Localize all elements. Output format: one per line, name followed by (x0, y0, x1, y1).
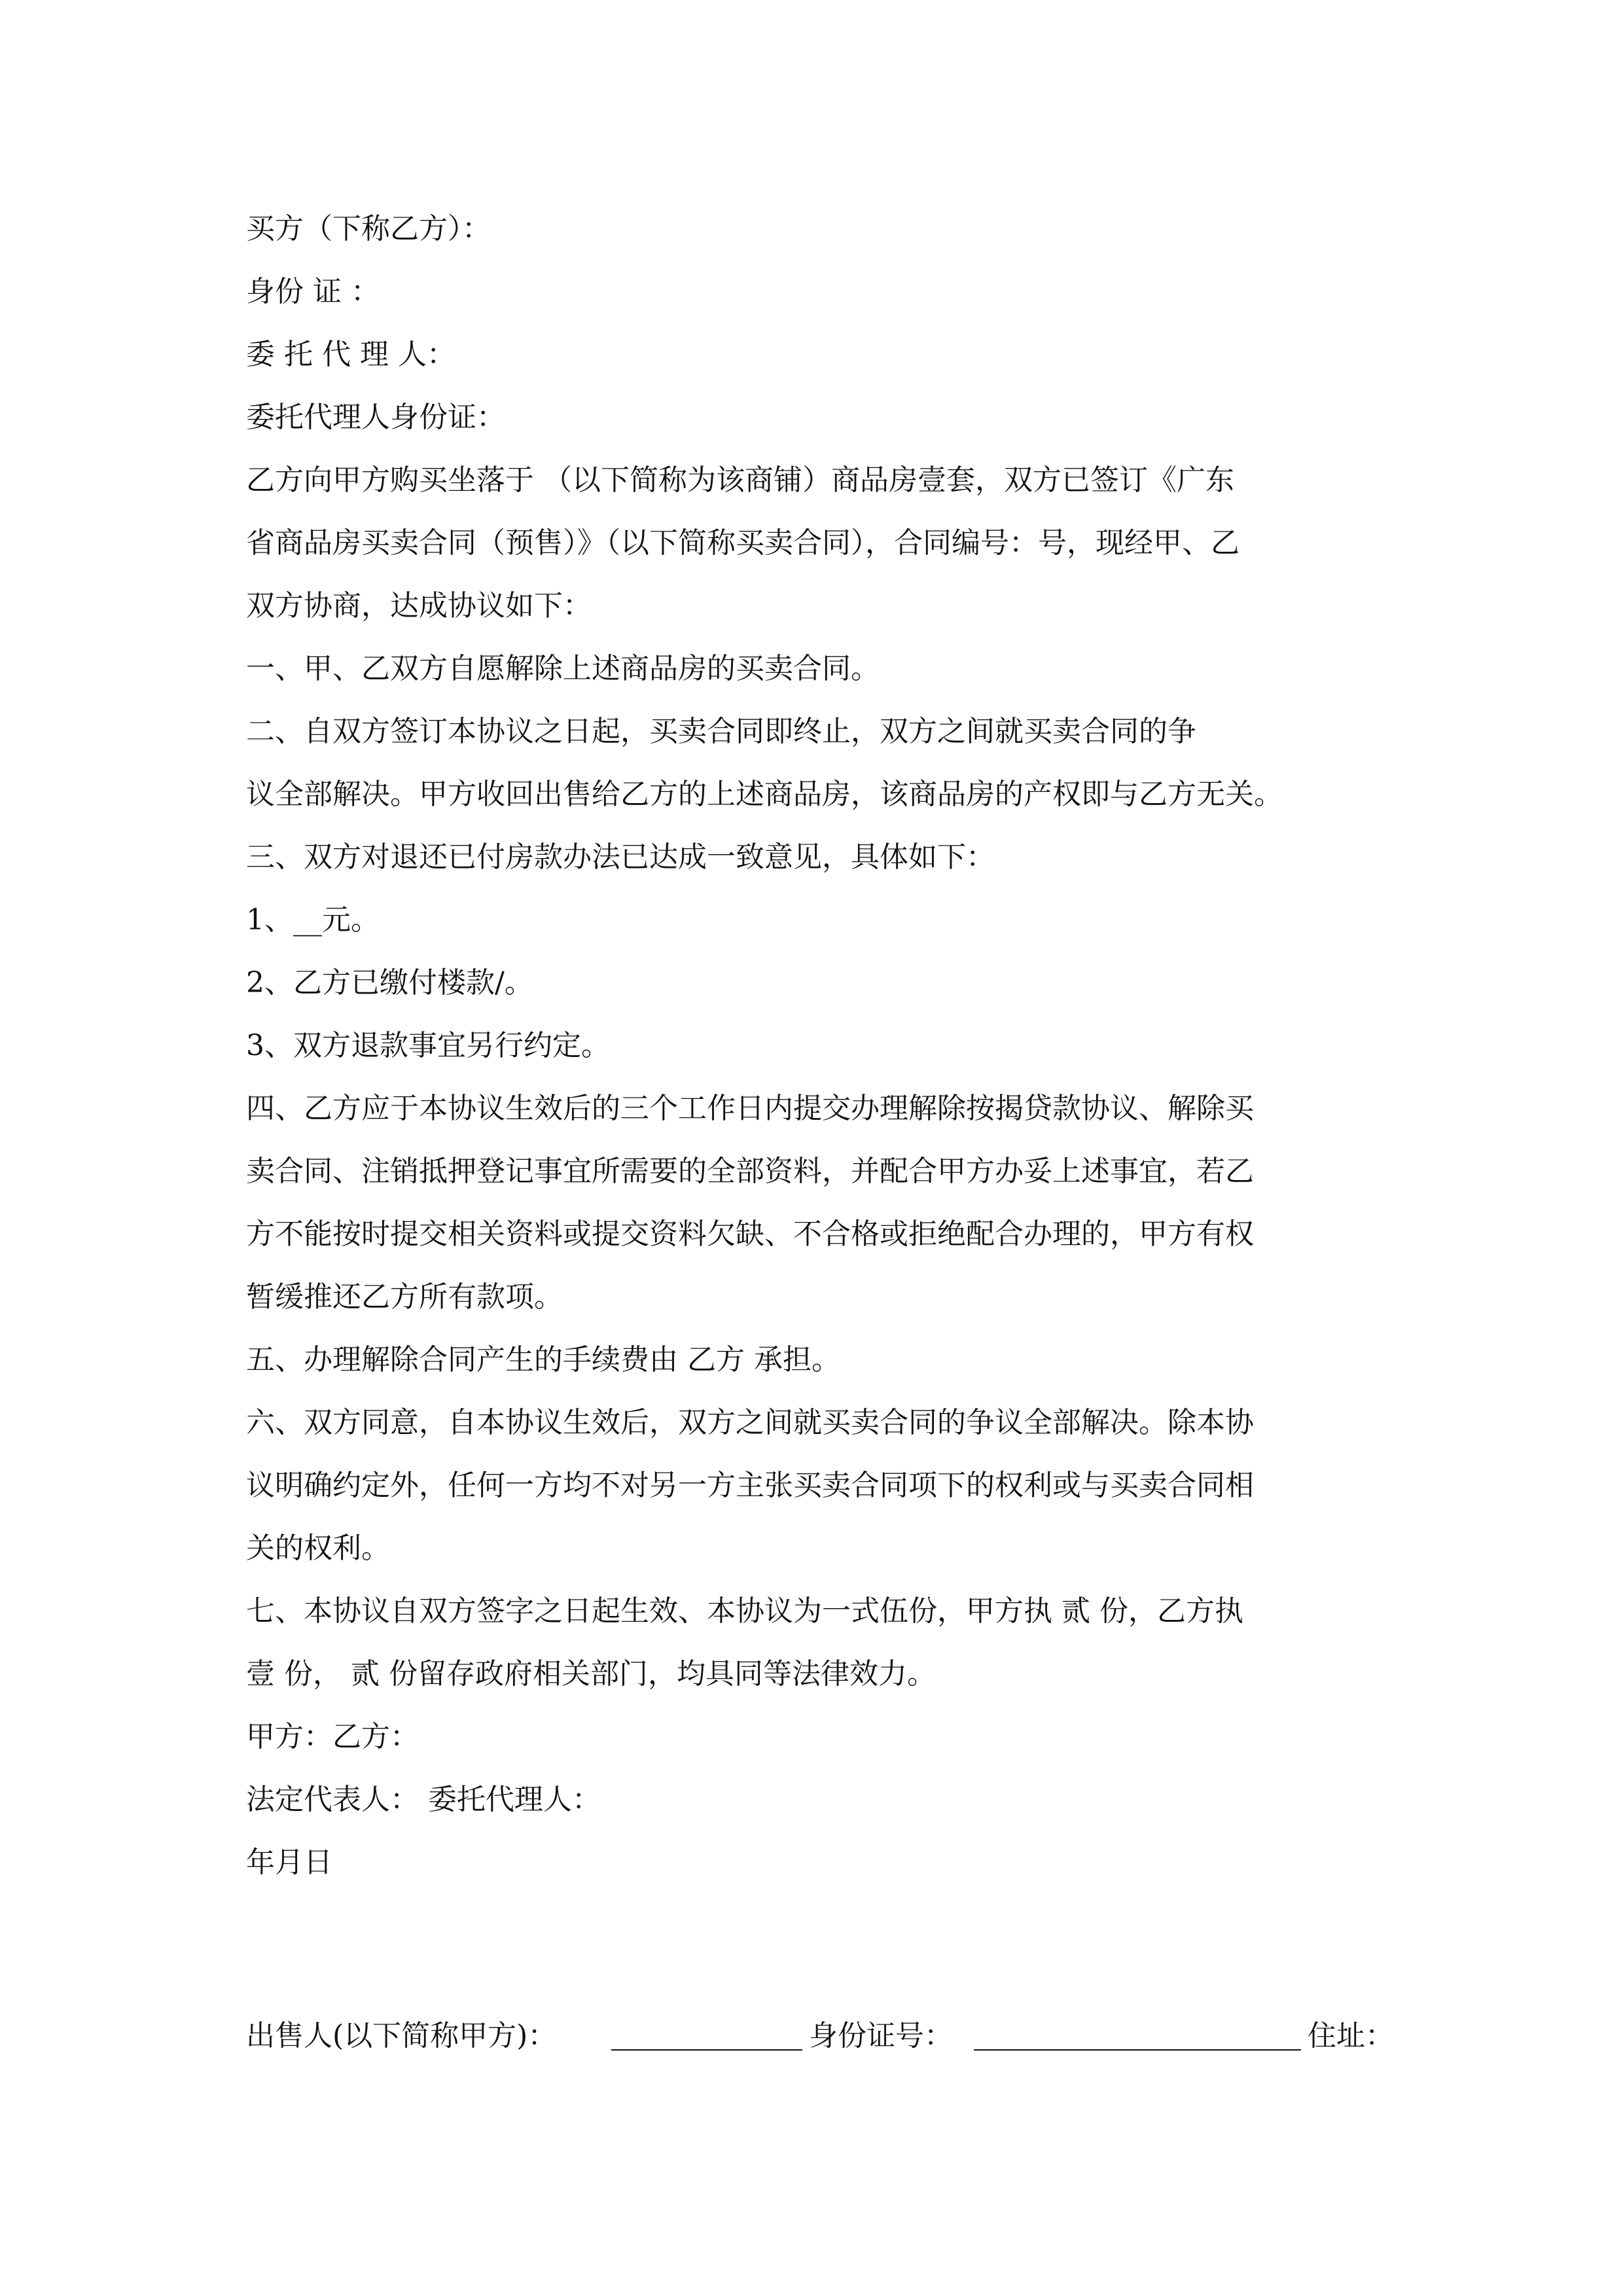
clause-4-line-4: 暂缓推还乙方所有款项。 (246, 1280, 563, 1314)
buyer-label: 买方（下称乙方）： (246, 212, 491, 245)
agent-label: 委 托 代 理 人： (246, 338, 455, 371)
clause-6-line-1: 六、双方同意，自本协议生效后，双方之间就买卖合同的争议全部解决。除本协 (246, 1406, 1254, 1439)
seller-label: 出售人(以下简称甲方)： (246, 2019, 557, 2053)
intro-line-3: 双方协商，达成协议如下： (246, 589, 592, 622)
clause-3-item-2: 2、乙方已缴付楼款/。 (246, 966, 533, 999)
clause-6-line-2: 议明确约定外，任何一方均不对另一方主张买卖合同项下的权利或与买卖合同相 (246, 1469, 1254, 1502)
clause-7-line-1: 七、本协议自双方签字之日起生效、本协议为一式伍份，甲方执 贰 份，乙方执 (246, 1594, 1243, 1628)
clause-3-item-1: 1、__元。 (246, 903, 380, 937)
buyer-id-label: 身份 证 ： (246, 275, 380, 308)
clause-1: 一、甲、乙双方自愿解除上述商品房的买卖合同。 (246, 652, 880, 685)
clause-4-line-3: 方不能按时提交相关资料或提交资料欠缺、不合格或拒绝配合办理的，甲方有权 (246, 1217, 1254, 1251)
seller-id-blank (974, 2049, 1301, 2051)
intro-line-2: 省商品房买卖合同（预售）》（以下简称买卖合同），合同编号：号，现经甲、乙 (246, 526, 1240, 560)
clause-4-line-2: 卖合同、注销抵押登记事宜所需要的全部资料，并配合甲方办妥上述事宜，若乙 (246, 1155, 1254, 1188)
seller-address-label: 住址： (1308, 2019, 1394, 2053)
clause-2-line-2: 议全部解决。甲方收回出售给乙方的上述商品房，该商品房的产权即与乙方无关。 (246, 778, 1283, 811)
seller-info-row (246, 2018, 1398, 2057)
representative-signatures: 法定代表人： 委托代理人： (246, 1783, 601, 1816)
party-signatures: 甲方：乙方： (246, 1720, 419, 1753)
clause-4-line-1: 四、乙方应于本协议生效后的三个工作日内提交办理解除按揭贷款协议、解除买 (246, 1092, 1254, 1125)
date-line: 年月日 (246, 1846, 332, 1879)
clause-3-item-3: 3、双方退款事宜另行约定。 (246, 1029, 610, 1062)
agent-id-label: 委托代理人身份证： (246, 401, 505, 434)
seller-name-blank (611, 2049, 802, 2051)
intro-line-1: 乙方向甲方购买坐落于 （以下简称为该商铺）商品房壹套，双方已签订《广东 (246, 463, 1234, 497)
clause-3: 三、双方对退还已付房款办法已达成一致意见，具体如下： (246, 840, 995, 874)
seller-id-label: 身份证号： (809, 2019, 953, 2053)
clause-2-line-1: 二、自双方签订本协议之日起，买卖合同即终止，双方之间就买卖合同的争 (246, 715, 1196, 748)
clause-7-line-2: 壹 份， 贰 份留存政府相关部门，均具同等法律效力。 (246, 1657, 936, 1691)
clause-5: 五、办理解除合同产生的手续费由 乙方 承担。 (246, 1343, 840, 1376)
clause-6-line-3: 关的权利。 (246, 1532, 390, 1565)
